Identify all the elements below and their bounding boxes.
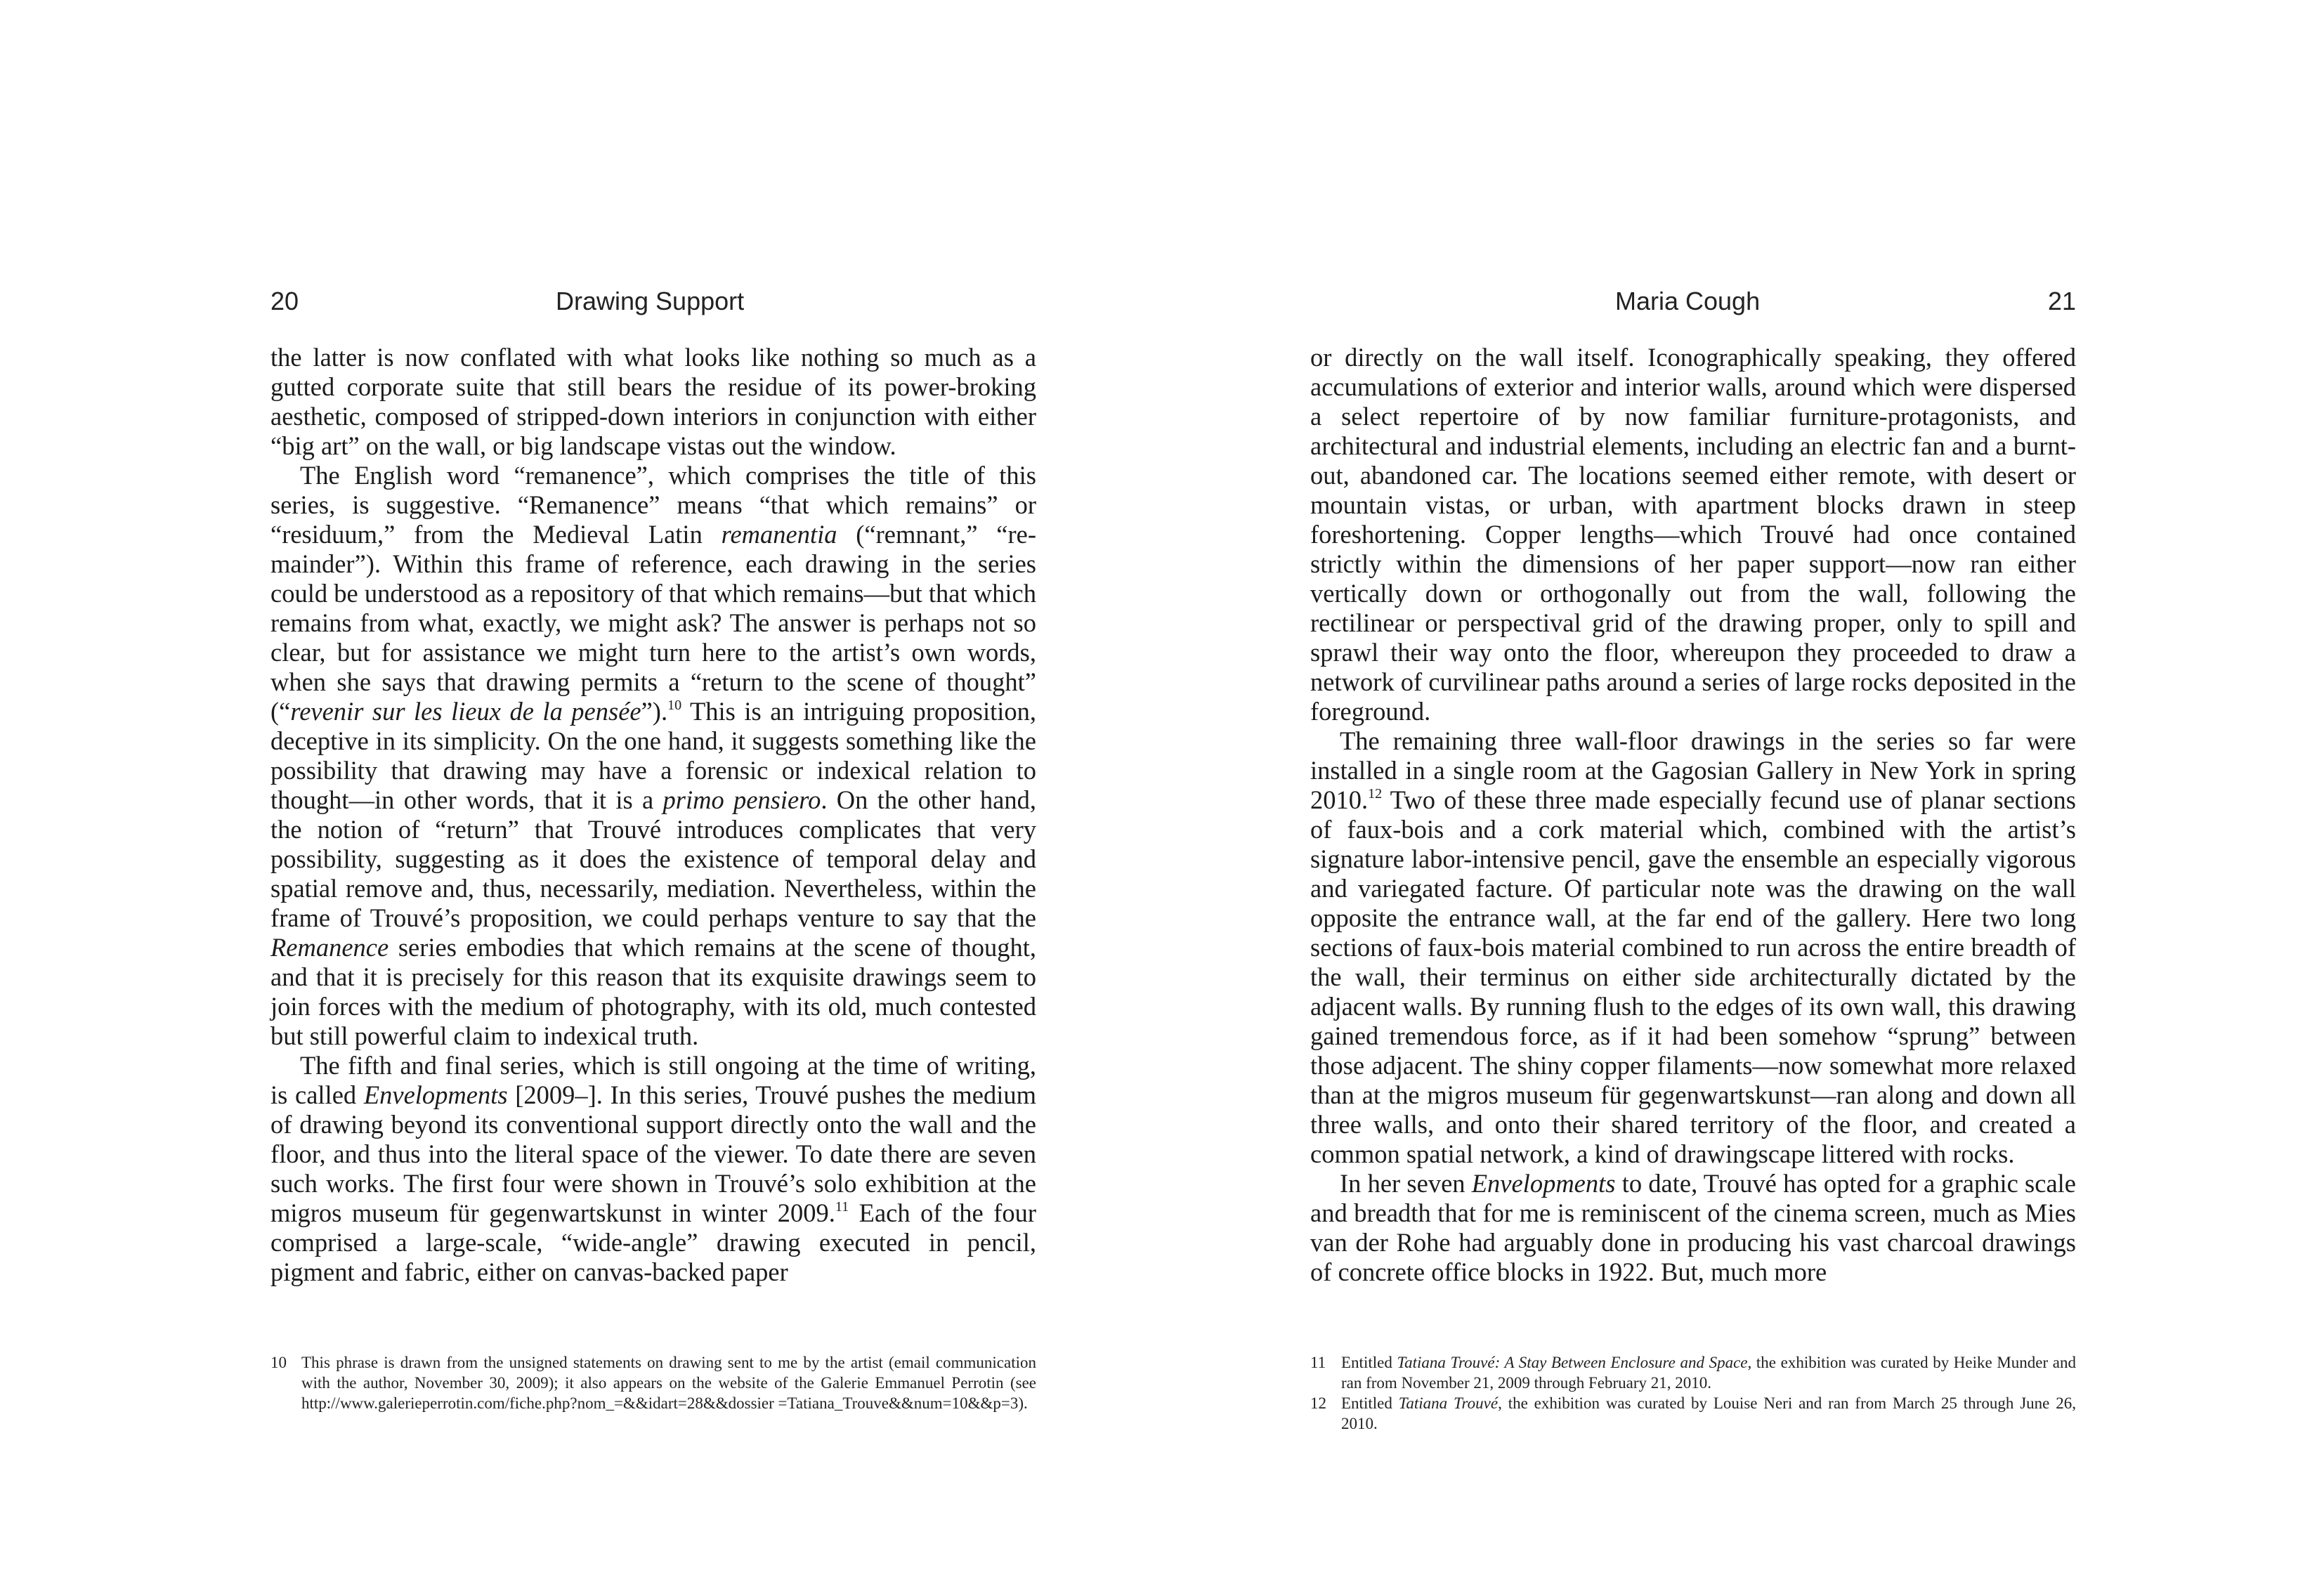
italic-text: Envelopments — [363, 1080, 508, 1109]
italic-text: Envelopments — [1471, 1169, 1616, 1198]
paragraph — [1310, 343, 2076, 726]
footnote-reference: 10 — [667, 697, 682, 713]
paragraph — [270, 461, 1036, 1051]
running-head: Drawing Support — [556, 287, 745, 315]
footnote — [1310, 1393, 2076, 1434]
text-run: The remaining three wall-floor drawings in the series so far were installed in a single room at the Gagosian Gallery in New York in spring 2010. — [1310, 726, 2076, 814]
footnote-number: 10 — [270, 1354, 287, 1371]
italic-text: Remanence — [270, 933, 389, 962]
text-run: ”). — [641, 697, 668, 726]
footnote-number: 12 — [1310, 1394, 1326, 1412]
footnotes — [270, 1352, 1036, 1413]
text-run: . On the other hand, the notion of “return” that Trouvé introduces complicates that very possibility, suggesting as it does the existence of temporal delay and spatial remove and, thus, necessarily, mediation. Nevertheless, within the frame of Trouvé’s proposition, we could perhaps venture to say that the — [270, 785, 1036, 932]
text-run: to date, Trouvé has opted for a graphic scale and breadth that for me is reminiscent of the cinema screen, much as Mies van der Rohe had arguably done in producing his vast charcoal drawings of concrete office blocks in 1922. But, much more — [1310, 1169, 2076, 1286]
text-run: The English word “remanence”, which comprises the title of this series, is suggestive. “Remanence” means “that which remains” or “residuum,” from the Medieval Latin — [270, 461, 1036, 549]
italic-text: revenir sur les lieux de la pensée — [290, 697, 641, 726]
footnote-text — [1341, 1393, 2076, 1434]
footnotes — [1310, 1352, 2076, 1434]
text-run: Each of the four comprised a large-scale, “wide-angle” drawing executed in pencil, pigment and fabric, either on canvas-backed paper — [270, 1198, 1036, 1286]
footnote-text — [301, 1352, 1036, 1413]
text-run: the latter is now conflated with what looks like nothing so much as a gutted corporate suite that still bears the residue of its power-broking aesthetic, composed of stripped-down interiors in conjunction with either “big art” on the wall, or big landscape vistas out the window. — [270, 343, 1036, 460]
text-run: Entitled — [1341, 1394, 1399, 1412]
text-run: , the exhibition was curated by Heike Munder and ran from November 21, 2009 through February 21, 2010. — [1341, 1354, 2076, 1392]
italic-text: Tatiana Trouvé: A Stay Between Enclosure and Space — [1397, 1354, 1748, 1371]
running-head: Maria Cough — [1615, 287, 1761, 315]
paragraph — [1310, 1169, 2076, 1287]
text-run: series embodies that which remains at the scene of thought, and that it is precisely for this reason that its exquisite drawings seem to join forces with the medium of photography, with its old, much contested but still powerful claim to indexical truth. — [270, 933, 1036, 1050]
text-run: , the exhibition was curated by Louise Neri and ran from March 25 through June 26, 2010. — [1341, 1394, 2076, 1432]
text-run: The fifth and final series, which is still ongoing at the time of writing, is called — [270, 1051, 1036, 1109]
footnote — [270, 1352, 1036, 1413]
page-number: 20 — [270, 287, 299, 315]
italic-text: Tatiana Trouvé — [1398, 1394, 1499, 1412]
italic-text: primo pensiero — [662, 785, 821, 814]
text-run: Two of these three made especially fecund use of planar sections of faux-bois and a cork material which, combined with the artist’s signature labor-intensive pencil, gave the ensemble an especially vigorous and variegated facture. Of particular note was the drawing on the wall opposite the entrance wall, at the far end of the gallery. Here two long sections of faux-bois material combined to run across the entire breadth of the wall, their terminus on either side architecturally dictated by the adjacent walls. By running flush to the edges of its own wall, this drawing gained tremendous force, as if it had been somehow “sprung” between those adjacent. The shiny copper filaments—now somewhat more relaxed than at the migros museum für gegenwartskunst—ran along and down all three walls, and onto their shared territory of the floor, and created a common spatial network, a kind of drawingscape littered with rocks. — [1310, 785, 2076, 1168]
footnote-reference: 12 — [1368, 785, 1383, 802]
body-text — [270, 343, 1036, 1287]
footnote-number: 11 — [1310, 1354, 1326, 1371]
footnote-text — [1341, 1352, 2076, 1393]
page-number: 21 — [2048, 287, 2077, 315]
text-run: This is an intriguing proposition, deceptive in its simplicity. On the one hand, it suggests something like the possibility that drawing may have a forensic or indexical relation to thought—in other words, that it is a — [270, 697, 1036, 814]
right-page — [1162, 0, 2324, 1582]
text-run: Entitled — [1341, 1354, 1397, 1371]
text-run: [2009–]. In this series, Trouvé pushes the medium of drawing beyond its conventional support directly onto the wall and the floor, and thus into the literal space of the viewer. To date there are seven such works. The first four were shown in Trouvé’s solo exhibition at the migros museum für gegenwartskunst in winter 2009. — [270, 1080, 1037, 1227]
footnote-reference: 11 — [835, 1198, 849, 1215]
text-run: In her seven — [1340, 1169, 1472, 1198]
italic-text: remanentia — [721, 520, 837, 549]
text-run: (“remnant,” “remainder”). Within this frame of reference, each drawing in the series could be understood as a repository of that which remains—but that which remains from what, exactly, we might ask? The answer is perhaps not so clear, but for assistance we might turn here to the artist’s own words, when she says that drawing permits a “return to the scene of thought” (“ — [270, 520, 1037, 726]
paragraph — [270, 343, 1036, 461]
text-run: This phrase is drawn from the unsigned statements on drawing sent to me by the artist (email communication with the author, November 30, 2009); it also appears on the website of the Galerie Emmanuel Perrotin (see http://www.galerieperrotin.com/fiche.php?nom_=&&idart=28&&dossier =Tatiana_Trouve&&num=10&&p=3). — [301, 1354, 1036, 1412]
text-run: or directly on the wall itself. Iconographically speaking, they offered accumulations of exterior and interior walls, around which were dispersed a select repertoire of by now familiar furniture-protagonists, and architectural and industrial elements, including an electric fan and a burnt-out, abandoned car. The locations seemed either remote, with desert or mountain vistas, or urban, with apartment blocks drawn in steep foreshortening. Copper lengths—which Trouvé had once contained strictly within the dimensions of her paper support—now ran either vertically down or orthogonally out from the wall, following the rectilinear or perspectival grid of the drawing proper, only to spill and sprawl their way onto the floor, whereupon they proceeded to draw a network of curvilinear paths around a series of large rocks deposited in the foreground. — [1310, 343, 2076, 726]
body-text — [1310, 343, 2076, 1287]
paragraph — [270, 1051, 1036, 1287]
paragraph — [1310, 726, 2076, 1169]
footnote — [1310, 1352, 2076, 1393]
